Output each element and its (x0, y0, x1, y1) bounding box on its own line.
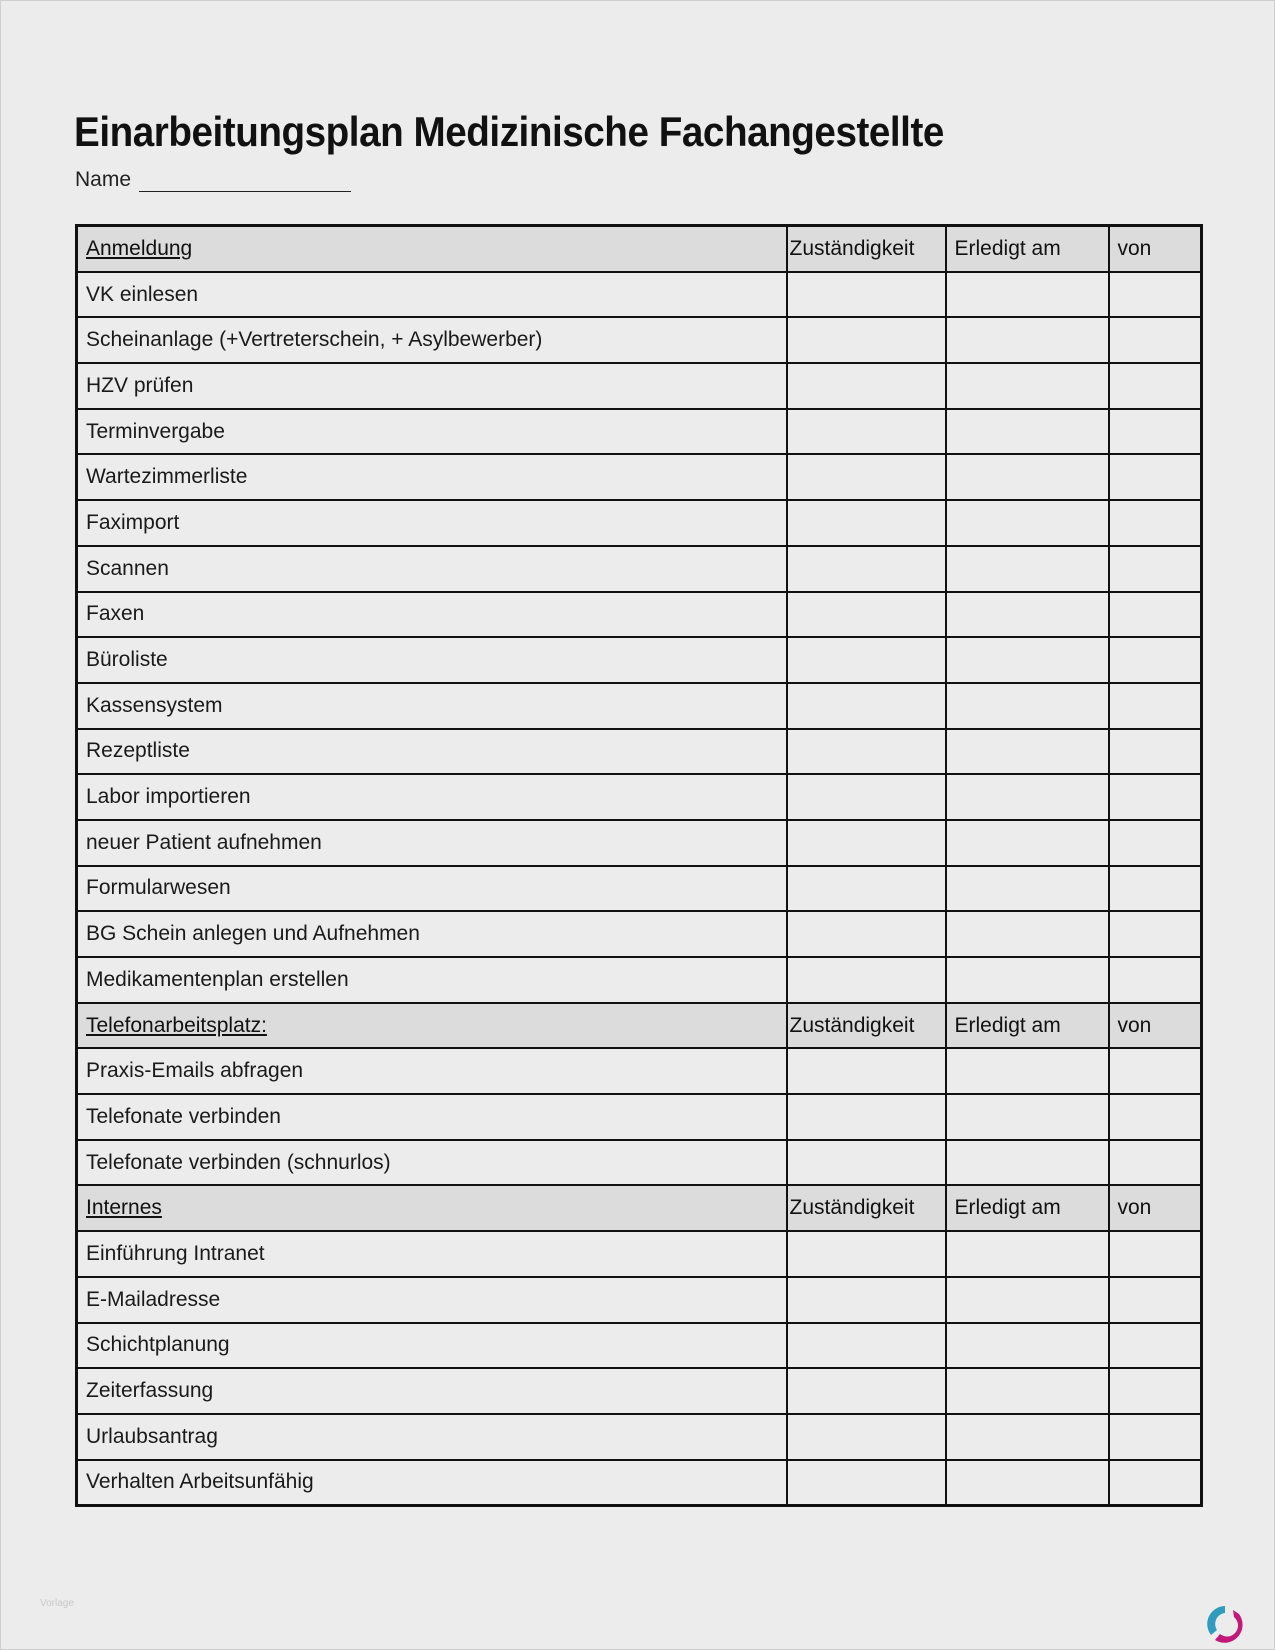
responsibility-cell[interactable] (787, 911, 946, 957)
task-row (77, 500, 1202, 546)
name-field-row (75, 168, 351, 192)
completed-on-cell[interactable] (946, 683, 1109, 729)
by-cell[interactable] (1109, 592, 1202, 638)
by-cell[interactable] (1109, 637, 1202, 683)
section-header-row (77, 1185, 1202, 1231)
responsibility-cell[interactable] (787, 592, 946, 638)
completed-on-cell[interactable] (946, 363, 1109, 409)
responsibility-cell[interactable] (787, 1048, 946, 1094)
completed-on-cell[interactable] (946, 546, 1109, 592)
task-row (77, 1460, 1202, 1506)
section-header-row (77, 1003, 1202, 1049)
responsibility-cell[interactable] (787, 272, 946, 318)
task-row (77, 272, 1202, 318)
task-label: Verhalten Arbeitsunfähig (77, 1460, 787, 1506)
completed-on-cell[interactable] (946, 317, 1109, 363)
by-cell[interactable] (1109, 1414, 1202, 1460)
name-input-line[interactable] (139, 169, 351, 192)
task-label: Urlaubsantrag (77, 1414, 787, 1460)
by-cell[interactable] (1109, 1094, 1202, 1140)
column-header-by: von (1109, 1185, 1202, 1231)
section-title: Internes (77, 1185, 787, 1231)
completed-on-cell[interactable] (946, 637, 1109, 683)
by-cell[interactable] (1109, 683, 1202, 729)
column-header-completed-on: Erledigt am (946, 226, 1109, 272)
completed-on-cell[interactable] (946, 729, 1109, 775)
task-row (77, 683, 1202, 729)
completed-on-cell[interactable] (946, 1323, 1109, 1369)
task-row (77, 592, 1202, 638)
responsibility-cell[interactable] (787, 957, 946, 1003)
task-row (77, 957, 1202, 1003)
task-label: Schichtplanung (77, 1323, 787, 1369)
task-label: Telefonate verbinden (77, 1094, 787, 1140)
name-label: Name (75, 168, 132, 191)
task-label: Terminvergabe (77, 409, 787, 455)
task-label: Zeiterfassung (77, 1368, 787, 1414)
by-cell[interactable] (1109, 911, 1202, 957)
task-label: neuer Patient aufnehmen (77, 820, 787, 866)
task-row (77, 1323, 1202, 1369)
task-label: Einführung Intranet (77, 1231, 787, 1277)
task-row (77, 546, 1202, 592)
responsibility-cell[interactable] (787, 1231, 946, 1277)
task-label: Praxis-Emails abfragen (77, 1048, 787, 1094)
completed-on-cell[interactable] (946, 820, 1109, 866)
responsibility-cell[interactable] (787, 637, 946, 683)
completed-on-cell[interactable] (946, 1094, 1109, 1140)
by-cell[interactable] (1109, 1460, 1202, 1506)
document-title: Einarbeitungsplan Medizinische Fachangestellte (74, 108, 944, 156)
completed-on-cell[interactable] (946, 911, 1109, 957)
column-header-by: von (1109, 1003, 1202, 1049)
task-label: Scannen (77, 546, 787, 592)
completed-on-cell[interactable] (946, 1048, 1109, 1094)
completed-on-cell[interactable] (946, 1460, 1109, 1506)
task-row (77, 454, 1202, 500)
column-header-responsibility: Zuständigkeit (787, 226, 946, 272)
task-row (77, 1140, 1202, 1186)
responsibility-cell[interactable] (787, 1140, 946, 1186)
task-row (77, 1048, 1202, 1094)
by-cell[interactable] (1109, 1048, 1202, 1094)
responsibility-cell[interactable] (787, 866, 946, 912)
responsibility-cell[interactable] (787, 1368, 946, 1414)
completed-on-cell[interactable] (946, 957, 1109, 1003)
task-label: Wartezimmerliste (77, 454, 787, 500)
task-row (77, 820, 1202, 866)
by-cell[interactable] (1109, 546, 1202, 592)
task-label: VK einlesen (77, 272, 787, 318)
task-label: Büroliste (77, 637, 787, 683)
task-label: Faximport (77, 500, 787, 546)
task-row (77, 774, 1202, 820)
completed-on-cell[interactable] (946, 866, 1109, 912)
responsibility-cell[interactable] (787, 363, 946, 409)
by-cell[interactable] (1109, 1277, 1202, 1323)
task-label: Telefonate verbinden (schnurlos) (77, 1140, 787, 1186)
task-row (77, 1231, 1202, 1277)
by-cell[interactable] (1109, 1140, 1202, 1186)
responsibility-cell[interactable] (787, 409, 946, 455)
completed-on-cell[interactable] (946, 1140, 1109, 1186)
column-header-by: von (1109, 226, 1202, 272)
by-cell[interactable] (1109, 1323, 1202, 1369)
task-label: Formularwesen (77, 866, 787, 912)
completed-on-cell[interactable] (946, 1368, 1109, 1414)
responsibility-cell[interactable] (787, 546, 946, 592)
responsibility-cell[interactable] (787, 683, 946, 729)
by-cell[interactable] (1109, 866, 1202, 912)
task-row (77, 1094, 1202, 1140)
task-row (77, 317, 1202, 363)
task-label: Labor importieren (77, 774, 787, 820)
task-row (77, 866, 1202, 912)
completed-on-cell[interactable] (946, 1277, 1109, 1323)
task-label: Faxen (77, 592, 787, 638)
by-cell[interactable] (1109, 363, 1202, 409)
task-label: Kassensystem (77, 683, 787, 729)
responsibility-cell[interactable] (787, 774, 946, 820)
by-cell[interactable] (1109, 774, 1202, 820)
by-cell[interactable] (1109, 1368, 1202, 1414)
responsibility-cell[interactable] (787, 1414, 946, 1460)
task-label: Rezeptliste (77, 729, 787, 775)
task-row (77, 637, 1202, 683)
task-row (77, 363, 1202, 409)
training-plan-table (75, 224, 1203, 1507)
responsibility-cell[interactable] (787, 1323, 946, 1369)
section-title: Telefonarbeitsplatz: (77, 1003, 787, 1049)
completed-on-cell[interactable] (946, 500, 1109, 546)
task-row (77, 729, 1202, 775)
responsibility-cell[interactable] (787, 1460, 946, 1506)
completed-on-cell[interactable] (946, 1414, 1109, 1460)
column-header-responsibility: Zuständigkeit (787, 1185, 946, 1231)
completed-on-cell[interactable] (946, 454, 1109, 500)
responsibility-cell[interactable] (787, 1094, 946, 1140)
column-header-completed-on: Erledigt am (946, 1185, 1109, 1231)
task-row (77, 911, 1202, 957)
by-cell[interactable] (1109, 409, 1202, 455)
task-label: HZV prüfen (77, 363, 787, 409)
responsibility-cell[interactable] (787, 729, 946, 775)
responsibility-cell[interactable] (787, 1277, 946, 1323)
responsibility-cell[interactable] (787, 454, 946, 500)
completed-on-cell[interactable] (946, 1231, 1109, 1277)
section-title: Anmeldung (77, 226, 787, 272)
task-label: BG Schein anlegen und Aufnehmen (77, 911, 787, 957)
responsibility-cell[interactable] (787, 500, 946, 546)
column-header-completed-on: Erledigt am (946, 1003, 1109, 1049)
task-label: E-Mailadresse (77, 1277, 787, 1323)
by-cell[interactable] (1109, 1231, 1202, 1277)
by-cell[interactable] (1109, 957, 1202, 1003)
by-cell[interactable] (1109, 454, 1202, 500)
section-header-row (77, 226, 1202, 272)
by-cell[interactable] (1109, 272, 1202, 318)
task-row (77, 1277, 1202, 1323)
completed-on-cell[interactable] (946, 409, 1109, 455)
task-label: Scheinanlage (+Vertreterschein, + Asylbewerber) (77, 317, 787, 363)
responsibility-cell[interactable] (787, 317, 946, 363)
completed-on-cell[interactable] (946, 592, 1109, 638)
by-cell[interactable] (1109, 820, 1202, 866)
column-header-responsibility: Zuständigkeit (787, 1003, 946, 1049)
circular-arrows-logo-icon (1203, 1602, 1247, 1646)
task-label: Medikamentenplan erstellen (77, 957, 787, 1003)
responsibility-cell[interactable] (787, 820, 946, 866)
by-cell[interactable] (1109, 500, 1202, 546)
by-cell[interactable] (1109, 729, 1202, 775)
completed-on-cell[interactable] (946, 774, 1109, 820)
task-row (77, 409, 1202, 455)
watermark-text: Vorlage (40, 1598, 74, 1609)
task-row (77, 1414, 1202, 1460)
by-cell[interactable] (1109, 317, 1202, 363)
task-row (77, 1368, 1202, 1414)
completed-on-cell[interactable] (946, 272, 1109, 318)
